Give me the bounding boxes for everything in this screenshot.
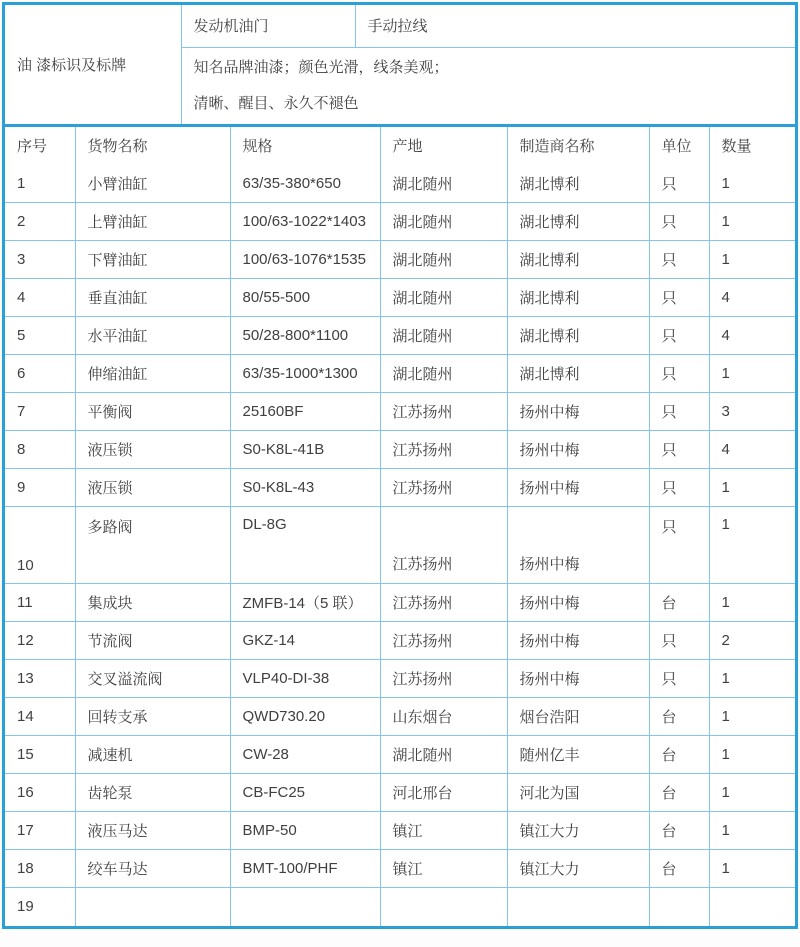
table-row: [5, 660, 795, 698]
column-header: 产地: [380, 127, 507, 165]
table-row: [5, 469, 795, 507]
table-cell: 湖北随州: [380, 355, 507, 393]
table-cell: 只: [649, 165, 709, 203]
table-cell: S0-K8L-43: [230, 469, 380, 507]
table-cell: 8: [5, 431, 75, 469]
table-cell: 1: [709, 165, 795, 203]
table-cell: 齿轮泵: [75, 774, 230, 812]
table-cell: 4: [709, 431, 795, 469]
table-cell: 垂直油缸: [75, 279, 230, 317]
table-cell: S0-K8L-41B: [230, 431, 380, 469]
table-cell: BMT-100/PHF: [230, 850, 380, 888]
table-row: [5, 393, 795, 431]
table-row: [5, 774, 795, 812]
engine-throttle-label-cell: 发动机油门: [181, 5, 355, 47]
table-cell: [649, 888, 709, 926]
table-cell: 台: [649, 812, 709, 850]
table-cell: GKZ-14: [230, 622, 380, 660]
table-row: [5, 317, 795, 355]
header-row: [5, 127, 795, 165]
table-cell: 液压锁: [75, 469, 230, 507]
table-cell: 63/35-380*650: [230, 165, 380, 203]
table-cell: 50/28-800*1100: [230, 317, 380, 355]
table-cell: 湖北博利: [507, 165, 649, 203]
table-row: [5, 584, 795, 622]
table-cell: 多路阀: [75, 507, 230, 584]
table-cell: 1: [709, 736, 795, 774]
table-cell: 只: [649, 203, 709, 241]
table-cell: 液压锁: [75, 431, 230, 469]
table-cell: 湖北随州: [380, 241, 507, 279]
table-cell: [507, 888, 649, 926]
table-cell: 14: [5, 698, 75, 736]
column-header: 制造商名称: [507, 127, 649, 165]
table-row: [5, 850, 795, 888]
table-cell: 河北为国: [507, 774, 649, 812]
table-cell: 2: [709, 622, 795, 660]
table-cell: 伸缩油缸: [75, 355, 230, 393]
table-cell: 1: [709, 507, 795, 584]
table-cell: 只: [649, 317, 709, 355]
table-row: [5, 698, 795, 736]
table-cell: 交叉溢流阀: [75, 660, 230, 698]
table-cell: 只: [649, 469, 709, 507]
table-cell: [75, 888, 230, 926]
paint-label-section: [5, 5, 795, 127]
table-cell: ZMFB-14（5 联）: [230, 584, 380, 622]
table-cell: 100/63-1076*1535: [230, 241, 380, 279]
table-cell: 4: [709, 279, 795, 317]
column-header: 数量: [709, 127, 795, 165]
table-cell: 湖北博利: [507, 203, 649, 241]
table-cell: 只: [649, 507, 709, 584]
table-cell: 17: [5, 812, 75, 850]
table-cell: 1: [709, 660, 795, 698]
table-cell: 1: [709, 355, 795, 393]
column-header: 单位: [649, 127, 709, 165]
column-header: 序号: [5, 127, 75, 165]
table-cell: 11: [5, 584, 75, 622]
table-cell: 江苏扬州: [380, 622, 507, 660]
table-cell: 湖北随州: [380, 165, 507, 203]
table-cell: 江苏扬州: [380, 393, 507, 431]
table-row: [5, 888, 795, 926]
table-cell: 集成块: [75, 584, 230, 622]
table-row: [5, 507, 795, 584]
table-cell: 平衡阀: [75, 393, 230, 431]
table-cell: 台: [649, 850, 709, 888]
table-cell: 4: [5, 279, 75, 317]
table-cell: [709, 888, 795, 926]
table-cell: 只: [649, 660, 709, 698]
table-cell: 回转支承: [75, 698, 230, 736]
table-cell: 江苏扬州: [380, 507, 507, 584]
table-cell: 台: [649, 774, 709, 812]
table-cell: 河北邢台: [380, 774, 507, 812]
table-cell: 小臂油缸: [75, 165, 230, 203]
table-cell: 19: [5, 888, 75, 926]
table-cell: BMP-50: [230, 812, 380, 850]
table-row: [5, 203, 795, 241]
table-cell: 5: [5, 317, 75, 355]
table-cell: 1: [5, 165, 75, 203]
table-cell: 上臂油缸: [75, 203, 230, 241]
table-row: [5, 279, 795, 317]
table-cell: 扬州中梅: [507, 660, 649, 698]
table-cell: 只: [649, 355, 709, 393]
table-cell: CW-28: [230, 736, 380, 774]
table-cell: 湖北随州: [380, 736, 507, 774]
table-cell: 80/55-500: [230, 279, 380, 317]
paint-desc-cell: [181, 47, 795, 125]
table-cell: 台: [649, 584, 709, 622]
table-cell: 1: [709, 774, 795, 812]
table-cell: 1: [709, 584, 795, 622]
table-cell: 扬州中梅: [507, 622, 649, 660]
table-cell: 9: [5, 469, 75, 507]
table-cell: CB-FC25: [230, 774, 380, 812]
table-cell: 下臂油缸: [75, 241, 230, 279]
table-cell: 烟台浩阳: [507, 698, 649, 736]
table-row: [5, 431, 795, 469]
table-cell: VLP40-DI-38: [230, 660, 380, 698]
table-cell: 只: [649, 622, 709, 660]
table-cell: 镇江: [380, 850, 507, 888]
column-header: 规格: [230, 127, 380, 165]
table-cell: [230, 888, 380, 926]
table-cell: 水平油缸: [75, 317, 230, 355]
goods-table-body: [5, 165, 795, 926]
table-cell: 镇江大力: [507, 850, 649, 888]
table-cell: 12: [5, 622, 75, 660]
goods-table: [5, 127, 795, 926]
paint-desc-line-1: 知名品牌油漆；颜色光滑，线条美观；: [193, 58, 449, 76]
table-cell: 江苏扬州: [380, 469, 507, 507]
table-cell: 63/35-1000*1300: [230, 355, 380, 393]
table-cell: DL-8G: [230, 507, 380, 584]
table-cell: [380, 888, 507, 926]
table-cell: 只: [649, 431, 709, 469]
table-cell: 随州亿丰: [507, 736, 649, 774]
table-cell: 2: [5, 203, 75, 241]
table-cell: 1: [709, 241, 795, 279]
table-cell: 湖北博利: [507, 317, 649, 355]
table-row: [5, 165, 795, 203]
table-cell: 7: [5, 393, 75, 431]
table-cell: 湖北随州: [380, 279, 507, 317]
table-cell: 湖北博利: [507, 355, 649, 393]
table-row: [5, 241, 795, 279]
table-cell: 只: [649, 393, 709, 431]
column-header: 货物名称: [75, 127, 230, 165]
table-cell: 25160BF: [230, 393, 380, 431]
table-cell: 湖北随州: [380, 203, 507, 241]
table-cell: 湖北博利: [507, 279, 649, 317]
table-cell: 4: [709, 317, 795, 355]
table-cell: 台: [649, 736, 709, 774]
table-cell: 湖北博利: [507, 241, 649, 279]
table-cell: 1: [709, 850, 795, 888]
table-cell: 山东烟台: [380, 698, 507, 736]
table-cell: 江苏扬州: [380, 660, 507, 698]
table-cell: 减速机: [75, 736, 230, 774]
table-cell: 绞车马达: [75, 850, 230, 888]
table-cell: 3: [5, 241, 75, 279]
table-row: [5, 355, 795, 393]
table-cell: 只: [649, 279, 709, 317]
table-cell: 100/63-1022*1403: [230, 203, 380, 241]
table-cell: 江苏扬州: [380, 431, 507, 469]
table-cell: 1: [709, 812, 795, 850]
table-cell: 3: [709, 393, 795, 431]
table-row: [5, 812, 795, 850]
table-cell: 扬州中梅: [507, 431, 649, 469]
goods-spec-sheet: [2, 2, 798, 929]
table-cell: 10: [5, 507, 75, 584]
table-cell: 湖北随州: [380, 317, 507, 355]
table-cell: 镇江: [380, 812, 507, 850]
table-cell: 18: [5, 850, 75, 888]
table-cell: 液压马达: [75, 812, 230, 850]
table-cell: 台: [649, 698, 709, 736]
table-cell: 镇江大力: [507, 812, 649, 850]
table-cell: 江苏扬州: [380, 584, 507, 622]
table-cell: 16: [5, 774, 75, 812]
table-cell: 扬州中梅: [507, 393, 649, 431]
table-cell: 15: [5, 736, 75, 774]
table-cell: 扬州中梅: [507, 584, 649, 622]
table-row: [5, 736, 795, 774]
paint-label-cell: 油 漆标识及标牌: [5, 5, 181, 125]
table-cell: 扬州中梅: [507, 469, 649, 507]
table-cell: 1: [709, 469, 795, 507]
engine-throttle-value-cell: 手动拉线: [355, 5, 795, 47]
table-cell: 6: [5, 355, 75, 393]
table-cell: 1: [709, 698, 795, 736]
table-cell: 扬州中梅: [507, 507, 649, 584]
table-row: [5, 622, 795, 660]
table-cell: QWD730.20: [230, 698, 380, 736]
paint-desc-line-2: 清晰、醒目、永久不褪色: [193, 94, 359, 112]
table-cell: 节流阀: [75, 622, 230, 660]
table-cell: 只: [649, 241, 709, 279]
table-cell: 1: [709, 203, 795, 241]
table-cell: 13: [5, 660, 75, 698]
